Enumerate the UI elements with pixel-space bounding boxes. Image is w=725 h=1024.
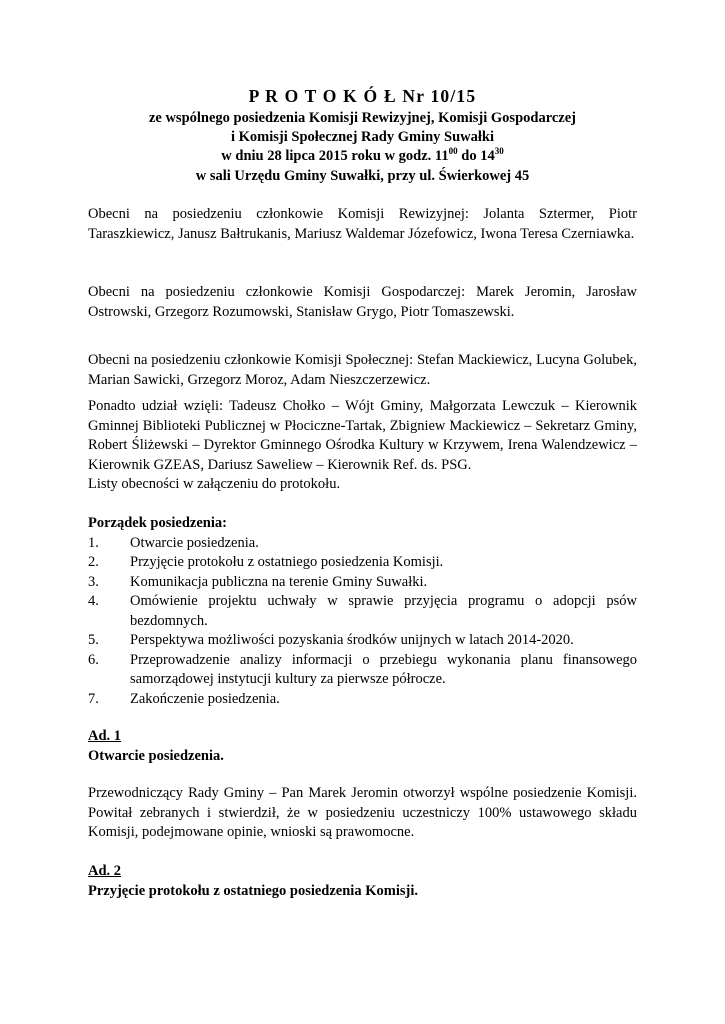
- attendance-spoleczna: Obecni na posiedzeniu członkowie Komisji Społecznej: Stefan Mackiewicz, Lucyna Golubek, Marian Sawicki, Grzegorz Moroz, Adam Nieszczerzewicz.: [88, 352, 637, 388]
- attendance-others-block: [88, 397, 637, 495]
- agenda-item-text: Zakończenie posiedzenia.: [130, 690, 280, 707]
- header-line-4: w sali Urzędu Gminy Suwałki, przy ul. Świerkowej 45: [195, 168, 530, 184]
- agenda-item-text: Omówienie projektu uchwały w sprawie przyjęcia programu o adopcji psów bezdomnych.: [130, 593, 637, 629]
- agenda-item: [88, 690, 637, 710]
- agenda-item: [88, 573, 637, 593]
- ad1-title: Otwarcie posiedzenia.: [88, 747, 224, 764]
- agenda-item: [88, 553, 637, 573]
- ad1-label: Ad. 1: [88, 728, 122, 744]
- attendance-others: Ponadto udział wzięli: Tadeusz Chołko – Wójt Gminy, Małgorzata Lewczuk – Kierownik Gminnej Biblioteki Publicznej w Płociczne-Tartak, Zbigniew Mackiewicz – Sekretarz Gminy, Robert Śliżewski – Dyrektor Gminnego Ośrodka Kultury w Krzywem, Irena Walendzewicz – Kierownik GZEAS, Dariusz Saweliew – Kierownik Ref. ds. PSG.: [88, 398, 637, 473]
- agenda-item-number: 2.: [88, 554, 99, 570]
- date-time-mid: do 14: [457, 148, 495, 164]
- agenda-item-number: 7.: [88, 690, 99, 707]
- attendance-rewizyjna: Obecni na posiedzeniu członkowie Komisji Rewizyjnej: Jolanta Sztermer, Piotr Taraszkiewicz, Janusz Bałtrukanis, Mariusz Waldemar Józefowicz, Iwona Teresa Czerniawka.: [88, 206, 637, 242]
- agenda-item: [88, 651, 637, 690]
- agenda-item-text: Komunikacja publiczna na terenie Gminy Suwałki.: [130, 573, 428, 590]
- agenda-item-number: 5.: [88, 632, 99, 648]
- ad2-title: Przyjęcie protokołu z ostatniego posiedzenia Komisji.: [88, 882, 418, 899]
- header-line-1: ze wspólnego posiedzenia Komisji Rewizyjnej, Komisji Gospodarczej: [148, 110, 577, 126]
- agenda-item-number: 1.: [88, 534, 99, 551]
- agenda-item-number: 4.: [88, 593, 99, 609]
- agenda-item-number: 3.: [88, 573, 99, 590]
- ad1-heading-block: [88, 727, 637, 766]
- document-title: P R O T O K Ó Ł Nr 10/15: [248, 86, 477, 106]
- agenda-item: [88, 534, 637, 554]
- agenda-item: [88, 592, 637, 631]
- header-line-3: [88, 147, 637, 167]
- agenda-item-number: 6.: [88, 651, 99, 668]
- end-minutes: 30: [494, 146, 504, 156]
- agenda-item-text: Otwarcie posiedzenia.: [130, 534, 259, 551]
- ad2-label: Ad. 2: [88, 863, 122, 879]
- agenda-item: [88, 631, 637, 651]
- agenda-item-text: Przeprowadzenie analizy informacji o przebiegu wykonania planu finansowego samorządowej instytucji kultury za pierwsze półrocze.: [130, 651, 637, 687]
- ad1-body: Przewodniczący Rady Gminy – Pan Marek Jeromin otworzył wspólne posiedzenie Komisji. Powitał zebranych i stwierdził, że w posiedzeniu uczestniczy 100% ustawowego składu Komisji, podejmowane opinie, wnioski są prawomocne.: [88, 785, 637, 840]
- agenda-item-text: Perspektywa możliwości pozyskania środków unijnych w latach 2014-2020.: [130, 632, 574, 648]
- attendance-lists: Listy obecności w załączeniu do protokołu.: [88, 476, 341, 492]
- date-time-text: w dniu 28 lipca 2015 roku w godz. 11: [221, 148, 449, 164]
- agenda-heading: Porządek posiedzenia:: [88, 515, 227, 531]
- agenda-item-text: Przyjęcie protokołu z ostatniego posiedzenia Komisji.: [130, 554, 444, 570]
- start-minutes: 00: [448, 146, 458, 156]
- ad2-heading-block: [88, 862, 637, 901]
- agenda-list: [88, 534, 637, 710]
- attendance-gospodarcza: Obecni na posiedzeniu członkowie Komisji Gospodarczej: Marek Jeromin, Jarosław Ostrowski, Grzegorz Rozumowski, Stanisław Grygo, Piotr Tomaszewski.: [88, 284, 637, 320]
- header-line-2: i Komisji Społecznej Rady Gminy Suwałki: [230, 129, 495, 145]
- agenda-section: [88, 514, 637, 709]
